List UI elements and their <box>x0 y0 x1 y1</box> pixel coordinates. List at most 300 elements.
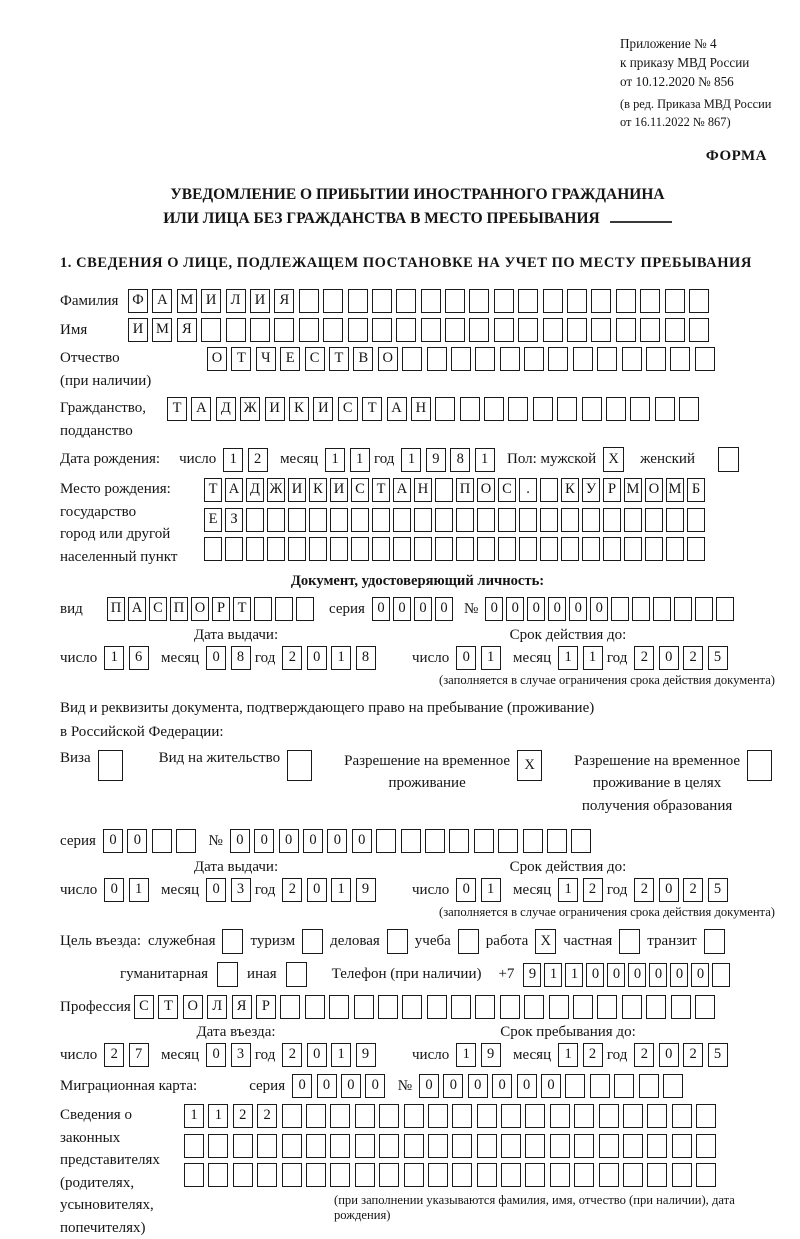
year-label: год <box>606 649 628 666</box>
form-cell <box>590 1074 610 1098</box>
form-cell <box>282 1134 302 1158</box>
form-cell: 5 <box>708 878 728 902</box>
representatives-label-line4: (родителях, <box>60 1174 135 1191</box>
patronymic-cells <box>207 347 719 371</box>
form-cell <box>494 289 514 313</box>
res-series-cells <box>103 829 201 853</box>
form-cell <box>624 508 642 532</box>
form-cell <box>404 1104 424 1128</box>
form-cell: 1 <box>223 448 243 472</box>
form-cell <box>348 289 368 313</box>
form-cell: У <box>582 478 600 502</box>
identity-doc-heading: Документ, удостоверяющий личность: <box>290 573 545 590</box>
surname-row <box>60 289 775 313</box>
form-cell <box>354 995 374 1019</box>
form-cell: 0 <box>492 1074 512 1098</box>
form-cell <box>282 1163 302 1187</box>
doc-series-label: серия <box>329 600 365 617</box>
purpose-official-checkbox <box>222 929 243 954</box>
form-cell <box>525 1163 545 1187</box>
form-cell <box>379 1134 399 1158</box>
phone-prefix: +7 <box>498 966 515 983</box>
form-cell: Р <box>212 597 230 621</box>
form-cell <box>646 347 666 371</box>
form-cell <box>603 537 621 561</box>
form-cell: 1 <box>456 1043 476 1067</box>
form-cell: 2 <box>634 878 654 902</box>
form-cell: И <box>250 289 270 313</box>
form-cell <box>306 1163 326 1187</box>
purpose-study-label: учеба <box>414 933 451 950</box>
form-cell <box>355 1163 375 1187</box>
form-cell: 2 <box>683 878 703 902</box>
form-cell <box>393 537 411 561</box>
form-cell: О <box>191 597 209 621</box>
form-cell <box>475 995 495 1019</box>
res-valid-day-cells <box>456 878 505 902</box>
form-cell <box>402 347 422 371</box>
entry-year-cells <box>282 1043 380 1067</box>
form-cell <box>435 478 453 502</box>
form-cell: В <box>353 347 373 371</box>
appendix-line: от 10.12.2020 № 856 <box>620 74 734 90</box>
form-cell: 2 <box>282 646 302 670</box>
form-cell: 0 <box>127 829 147 853</box>
form-cell <box>393 508 411 532</box>
form-cell <box>501 1163 521 1187</box>
citizenship-row <box>60 397 775 442</box>
form-cell: 5 <box>708 1043 728 1067</box>
form-cell: Б <box>687 478 705 502</box>
form-cell <box>689 289 709 313</box>
form-cell <box>299 318 319 342</box>
form-cell <box>712 963 730 987</box>
purpose-transit-checkbox <box>704 929 725 954</box>
form-cell <box>257 1134 277 1158</box>
form-cell <box>525 1134 545 1158</box>
patronymic-label-line2: (при наличии) <box>60 372 152 389</box>
purpose-study-checkbox <box>458 929 479 954</box>
form-cell <box>540 508 558 532</box>
temp-permit-option <box>336 750 542 795</box>
form-cell <box>646 995 666 1019</box>
form-cell <box>606 397 626 421</box>
residence-doc-line2: в Российской Федерации: <box>60 723 224 740</box>
form-cell: Р <box>256 995 276 1019</box>
form-cell <box>330 1134 350 1158</box>
form-cell <box>204 537 222 561</box>
form-cell <box>508 397 528 421</box>
residence-permit-checkbox <box>287 750 312 781</box>
birthdate-row <box>60 447 775 472</box>
form-cell: 0 <box>485 597 503 621</box>
form-cell <box>571 829 591 853</box>
profession-cells <box>134 995 719 1019</box>
form-cell <box>597 995 617 1019</box>
doc-issue-date-label: Дата выдачи: <box>193 627 279 644</box>
form-cell <box>665 289 685 313</box>
res-issue-month-cells <box>206 878 255 902</box>
amendment-note <box>620 96 800 132</box>
form-cell: К <box>561 478 579 502</box>
form-cell <box>632 597 650 621</box>
name-label: Имя <box>60 322 88 339</box>
form-cell <box>309 537 327 561</box>
form-cell: 1 <box>558 878 578 902</box>
form-cell <box>501 1104 521 1128</box>
form-cell: А <box>393 478 411 502</box>
month-label: месяц <box>161 881 200 898</box>
res-limit-note: (заполняется в случае ограничения срока действия документа) <box>439 905 775 920</box>
purpose-work-checkbox: X <box>535 929 556 954</box>
residence-series-row <box>60 829 775 853</box>
form-cell: 0 <box>649 963 667 987</box>
day-label: число <box>412 881 450 898</box>
form-cell <box>404 1134 424 1158</box>
form-cell: 1 <box>565 963 583 987</box>
form-cell: И <box>313 397 333 421</box>
section-1-heading: 1. СВЕДЕНИЯ О ЛИЦЕ, ПОДЛЕЖАЩЕМ ПОСТАНОВКЕ НА УЧЕТ ПО МЕСТУ ПРЕБЫВАНИЯ <box>60 255 752 272</box>
form-cell <box>573 995 593 1019</box>
form-cell <box>305 995 325 1019</box>
purpose-private-label: частная <box>563 933 613 950</box>
citizenship-label-line2: подданство <box>60 422 133 439</box>
form-cell <box>647 1134 667 1158</box>
month-label: месяц <box>161 649 200 666</box>
form-cell: 1 <box>184 1104 204 1128</box>
form-cell: 1 <box>129 878 149 902</box>
form-cell <box>533 397 553 421</box>
form-cell: О <box>183 995 203 1019</box>
form-cell: 0 <box>254 829 274 853</box>
form-cell <box>524 347 544 371</box>
forma-label: ФОРМА <box>705 148 767 165</box>
form-cell: 0 <box>341 1074 361 1098</box>
representatives-cellstack <box>184 1104 775 1223</box>
form-cell: А <box>128 597 146 621</box>
form-cell: 0 <box>468 1074 488 1098</box>
mig-series-label: серия <box>249 1077 286 1094</box>
form-cell <box>330 537 348 561</box>
form-cell <box>477 508 495 532</box>
form-cell: 1 <box>208 1104 228 1128</box>
form-cell <box>500 995 520 1019</box>
amendment-line: от 16.11.2022 № 867) <box>620 115 731 130</box>
form-cell: 0 <box>104 878 124 902</box>
form-cell: Я <box>177 318 197 342</box>
form-cell <box>550 1134 570 1158</box>
res-dates-row <box>60 878 775 902</box>
form-cell <box>498 508 516 532</box>
form-cell: 0 <box>456 878 476 902</box>
form-cell <box>548 347 568 371</box>
edu-permit-label-line2: проживание в целях <box>592 775 722 792</box>
form-cell: 2 <box>104 1043 124 1067</box>
form-cell <box>306 1134 326 1158</box>
representatives-label-line3: представителях <box>60 1152 160 1169</box>
form-cell <box>519 537 537 561</box>
surname-cells <box>128 289 713 313</box>
form-cell: 0 <box>365 1074 385 1098</box>
form-cell <box>582 508 600 532</box>
form-cell: 5 <box>708 646 728 670</box>
form-cell: 0 <box>569 597 587 621</box>
form-cell <box>414 537 432 561</box>
year-label: год <box>606 1046 628 1063</box>
form-cell: 0 <box>691 963 709 987</box>
form-cell: 1 <box>331 646 351 670</box>
doc-valid-until-label: Срок действия до: <box>509 627 627 644</box>
sex-male-label: Пол: мужской <box>507 451 597 468</box>
form-cell: 1 <box>544 963 562 987</box>
form-cell: 0 <box>352 829 372 853</box>
form-cell: 0 <box>628 963 646 987</box>
form-cell: И <box>201 289 221 313</box>
form-cell <box>550 1163 570 1187</box>
form-cell: А <box>387 397 407 421</box>
form-cell <box>452 1134 472 1158</box>
form-cell <box>540 478 558 502</box>
representatives-cells-row1 <box>184 1104 775 1128</box>
form-cell <box>622 347 642 371</box>
purpose-row <box>60 929 775 954</box>
form-cell: 2 <box>634 646 654 670</box>
form-cell: 0 <box>506 597 524 621</box>
form-cell: 7 <box>129 1043 149 1067</box>
form-cell <box>306 1104 326 1128</box>
birthplace-row <box>60 478 775 568</box>
form-cell <box>435 397 455 421</box>
form-cell: 0 <box>517 1074 537 1098</box>
form-cell <box>599 1134 619 1158</box>
doc-valid-day-cells <box>456 646 505 670</box>
form-cell <box>323 289 343 313</box>
form-cell <box>330 1163 350 1187</box>
form-cell: 1 <box>401 448 421 472</box>
form-cell <box>614 1074 634 1098</box>
form-cell: 0 <box>292 1074 312 1098</box>
form-cell: Т <box>158 995 178 1019</box>
form-cell <box>640 318 660 342</box>
form-cell <box>428 1134 448 1158</box>
title-blank-underline <box>610 210 672 223</box>
form-cell <box>679 397 699 421</box>
form-cell: Ч <box>256 347 276 371</box>
representatives-block <box>60 1104 775 1239</box>
res-valid-month-cells <box>558 878 607 902</box>
res-valid-until-label: Срок действия до: <box>509 859 627 876</box>
form-cell: 0 <box>393 597 411 621</box>
birthplace-cells-row3 <box>204 537 708 561</box>
form-cell: 2 <box>282 878 302 902</box>
form-cell <box>616 289 636 313</box>
day-label: число <box>179 451 217 468</box>
form-cell <box>396 289 416 313</box>
form-cell: 1 <box>331 878 351 902</box>
form-cell <box>549 995 569 1019</box>
form-cell <box>404 1163 424 1187</box>
representatives-label <box>60 1104 184 1239</box>
form-cell <box>330 508 348 532</box>
form-cell: 0 <box>327 829 347 853</box>
form-cell <box>372 289 392 313</box>
form-cell <box>379 1104 399 1128</box>
form-cell: 0 <box>307 646 327 670</box>
form-cell <box>425 829 445 853</box>
form-cell <box>547 829 567 853</box>
form-cell: . <box>519 478 537 502</box>
form-cell <box>355 1134 375 1158</box>
form-cell: 2 <box>634 1043 654 1067</box>
form-cell <box>184 1134 204 1158</box>
representatives-label-line2: законных <box>60 1129 121 1146</box>
form-cell: 9 <box>481 1043 501 1067</box>
form-cell: Е <box>280 347 300 371</box>
year-label: год <box>373 451 395 468</box>
form-cell: А <box>225 478 243 502</box>
mig-number-sign: № <box>397 1077 412 1094</box>
form-cell <box>524 995 544 1019</box>
res-number-cells <box>230 829 596 853</box>
representatives-cells-row2 <box>184 1134 775 1158</box>
form-cell: 0 <box>456 646 476 670</box>
stay-group <box>412 1043 732 1067</box>
form-cell <box>152 829 172 853</box>
appendix-line: к приказу МВД России <box>620 55 750 71</box>
form-cell <box>477 1163 497 1187</box>
form-cell: И <box>265 397 285 421</box>
form-cell <box>372 508 390 532</box>
form-cell: 0 <box>414 597 432 621</box>
form-cell <box>672 1104 692 1128</box>
form-cell: И <box>128 318 148 342</box>
form-cell: 3 <box>231 878 251 902</box>
form-cell <box>599 1163 619 1187</box>
form-cell: И <box>330 478 348 502</box>
form-cell <box>591 318 611 342</box>
form-cell <box>540 537 558 561</box>
form-cell <box>501 1134 521 1158</box>
form-cell: 8 <box>356 646 376 670</box>
form-cell: 6 <box>129 646 149 670</box>
form-cell: О <box>378 347 398 371</box>
form-cell: П <box>456 478 474 502</box>
form-cell <box>623 1163 643 1187</box>
month-label: месяц <box>513 1046 552 1063</box>
form-cell: Я <box>232 995 252 1019</box>
form-cell <box>653 597 671 621</box>
doc-issue-group <box>60 646 412 670</box>
birth-day-cells <box>223 448 272 472</box>
form-cell <box>622 995 642 1019</box>
form-cell: 0 <box>659 878 679 902</box>
stay-until-label: Срок пребывания до: <box>500 1024 636 1041</box>
form-cell <box>647 1163 667 1187</box>
form-cell: Т <box>167 397 187 421</box>
temp-permit-checkbox: X <box>517 750 542 781</box>
appendix-line: Приложение № 4 <box>620 36 717 51</box>
form-cell <box>695 597 713 621</box>
birthdate-label: Дата рождения: <box>60 451 161 468</box>
form-cell <box>671 995 691 1019</box>
form-cell <box>355 1104 375 1128</box>
form-cell: 0 <box>659 646 679 670</box>
form-cell: 8 <box>450 448 470 472</box>
entry-date-label: Дата въезда: <box>196 1024 276 1041</box>
form-cell <box>282 1104 302 1128</box>
citizenship-cells <box>167 397 704 421</box>
birthplace-cells-row1 <box>204 478 708 502</box>
form-cell: Ж <box>240 397 260 421</box>
edu-permit-option <box>566 750 772 818</box>
form-cell: 0 <box>590 597 608 621</box>
form-cell: 1 <box>331 1043 351 1067</box>
doc-kind-cells <box>107 597 317 621</box>
form-cell <box>275 597 293 621</box>
form-cell: 8 <box>231 646 251 670</box>
form-cell <box>670 347 690 371</box>
form-cell: 1 <box>481 878 501 902</box>
sex-male-checkbox: X <box>603 447 624 472</box>
form-cell <box>469 318 489 342</box>
form-cell: 1 <box>583 646 603 670</box>
form-title <box>60 183 775 231</box>
form-cell: А <box>191 397 211 421</box>
form-cell <box>582 397 602 421</box>
form-cell <box>456 508 474 532</box>
res-valid-year-cells <box>634 878 732 902</box>
form-cell: 1 <box>558 1043 578 1067</box>
purpose-official-label: служебная <box>147 933 216 950</box>
form-cell <box>456 537 474 561</box>
form-cell <box>288 508 306 532</box>
res-issue-day-cells <box>104 878 153 902</box>
form-cell: 2 <box>683 646 703 670</box>
form-cell <box>557 397 577 421</box>
form-cell: А <box>152 289 172 313</box>
day-label: число <box>412 649 450 666</box>
representatives-label-line6: попечителях) <box>60 1219 146 1236</box>
form-cell <box>330 1104 350 1128</box>
birthplace-label-line1: Место рождения: <box>60 481 171 498</box>
form-cell: Д <box>246 478 264 502</box>
form-cell <box>451 347 471 371</box>
name-cells <box>128 318 713 342</box>
form-cell: 0 <box>443 1074 463 1098</box>
residence-permit-label: Вид на жительство <box>158 749 281 766</box>
form-cell: З <box>225 508 243 532</box>
day-label: число <box>60 881 98 898</box>
purpose-business-label: деловая <box>330 933 380 950</box>
form-cell <box>208 1134 228 1158</box>
form-cell: 9 <box>356 878 376 902</box>
form-cell <box>184 1163 204 1187</box>
surname-label: Фамилия <box>60 293 119 310</box>
sex-female-label: женский <box>640 451 695 468</box>
form-cell <box>518 318 538 342</box>
purpose-private-checkbox <box>619 929 640 954</box>
form-cell <box>372 537 390 561</box>
form-cell <box>500 347 520 371</box>
form-cell <box>414 508 432 532</box>
birth-year-cells <box>401 448 499 472</box>
form-cell <box>543 289 563 313</box>
purpose-tourism-label: туризм <box>250 933 296 950</box>
form-cell <box>561 537 579 561</box>
doc-series-cells <box>372 597 456 621</box>
form-cell: Е <box>204 508 222 532</box>
entry-month-cells <box>206 1043 255 1067</box>
